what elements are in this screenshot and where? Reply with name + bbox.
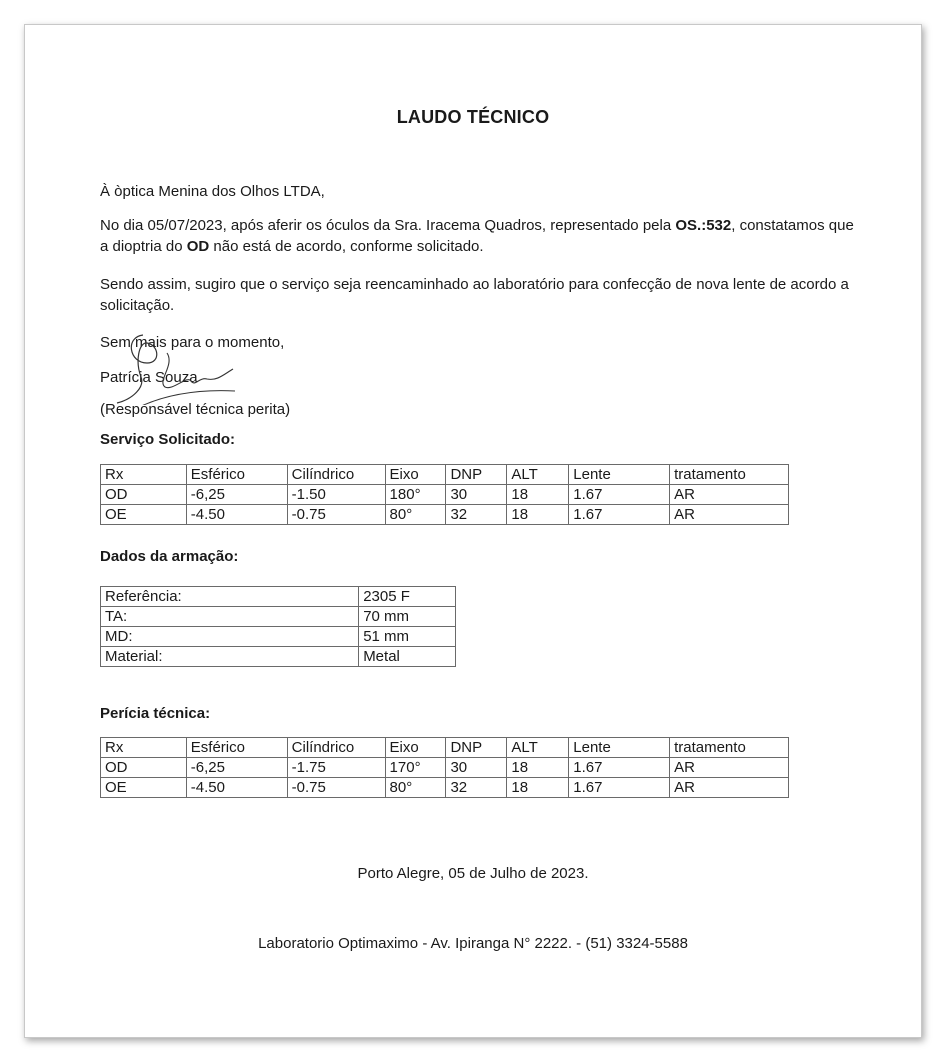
table-cell: 170°	[385, 758, 446, 778]
os-number: OS.:532	[675, 217, 732, 234]
table-cell: 30	[446, 758, 507, 778]
findings-text-1: No dia 05/07/2023, após aferir os óculos da Sra. Iracema Quadros, representado pela	[100, 217, 676, 234]
table-row	[101, 647, 456, 667]
table-cell: -0.75	[287, 778, 385, 798]
servico-header-row	[101, 465, 789, 485]
armacao-table	[100, 586, 456, 667]
od-label: OD	[186, 238, 210, 255]
table-cell: 1.67	[569, 778, 670, 798]
table-cell: 80°	[385, 505, 446, 525]
table-cell: OD	[101, 758, 187, 778]
table-cell: -1.75	[287, 758, 385, 778]
header-cell: Eixo	[385, 738, 446, 758]
servico-heading: Serviço Solicitado:	[100, 431, 236, 448]
table-row	[101, 627, 456, 647]
table-cell: Referência:	[101, 587, 359, 607]
header-cell: tratamento	[670, 738, 789, 758]
table-cell: -1.50	[287, 485, 385, 505]
table-row	[101, 758, 789, 778]
table-row	[101, 607, 456, 627]
servico-table	[100, 464, 789, 525]
pericia-heading: Perícia técnica:	[100, 705, 211, 722]
pericia-header-row	[101, 738, 789, 758]
table-cell: 32	[446, 778, 507, 798]
table-cell: AR	[670, 758, 789, 778]
header-cell: Cilíndrico	[287, 738, 385, 758]
table-cell: 80°	[385, 778, 446, 798]
table-cell: -4.50	[186, 505, 287, 525]
header-cell: Lente	[569, 738, 670, 758]
closing-line: Sem mais para o momento,	[100, 334, 285, 351]
table-cell: -6,25	[186, 758, 287, 778]
table-cell: Metal	[359, 647, 456, 667]
pericia-table	[100, 737, 789, 798]
table-cell: Material:	[101, 647, 359, 667]
header-cell: ALT	[507, 738, 569, 758]
table-cell: AR	[670, 505, 789, 525]
header-cell: Cilíndrico	[287, 465, 385, 485]
table-row	[101, 778, 789, 798]
table-cell: -4.50	[186, 778, 287, 798]
table-cell: 51 mm	[359, 627, 456, 647]
table-cell: AR	[670, 485, 789, 505]
header-cell: Rx	[101, 738, 187, 758]
document-title: LAUDO TÉCNICO	[396, 107, 550, 127]
recipient-line: À òptica Menina dos Olhos LTDA,	[100, 183, 325, 200]
table-cell: AR	[670, 778, 789, 798]
signer-role: (Responsável técnica perita)	[100, 401, 291, 418]
table-row	[101, 505, 789, 525]
paragraph-recommendation: Sendo assim, sugiro que o serviço seja reencaminhado ao laboratório para confecção de nova lente de acordo a solicitação.	[100, 276, 849, 314]
footer-address: Laboratorio Optimaximo - Av. Ipiranga N° 2222. - (51) 3324-5588	[258, 935, 688, 952]
place-date: Porto Alegre, 05 de Julho de 2023.	[357, 865, 589, 882]
armacao-heading: Dados da armação:	[100, 548, 239, 565]
header-cell: ALT	[507, 465, 569, 485]
table-cell: MD:	[101, 627, 359, 647]
table-cell: 18	[507, 505, 569, 525]
table-cell: 2305 F	[359, 587, 456, 607]
header-cell: DNP	[446, 738, 507, 758]
table-cell: OE	[101, 505, 187, 525]
header-cell: tratamento	[670, 465, 789, 485]
table-cell: 18	[507, 758, 569, 778]
header-cell: Esférico	[186, 738, 287, 758]
header-cell: Rx	[101, 465, 187, 485]
header-cell: Esférico	[186, 465, 287, 485]
findings-text-2: , constatamos que a dioptria do	[100, 217, 854, 255]
table-cell: 1.67	[569, 485, 670, 505]
table-cell: 1.67	[569, 505, 670, 525]
table-cell: 18	[507, 778, 569, 798]
table-cell: OD	[101, 485, 187, 505]
table-cell: TA:	[101, 607, 359, 627]
table-cell: -6,25	[186, 485, 287, 505]
findings-text-3: não está de acordo, conforme solicitado.	[209, 238, 484, 255]
header-cell: Lente	[569, 465, 670, 485]
paragraph-findings	[100, 215, 860, 257]
table-cell: 32	[446, 505, 507, 525]
table-row	[101, 485, 789, 505]
table-cell: 1.67	[569, 758, 670, 778]
table-row	[101, 587, 456, 607]
table-cell: 30	[446, 485, 507, 505]
table-cell: -0.75	[287, 505, 385, 525]
document-page	[24, 24, 922, 1038]
table-cell: OE	[101, 778, 187, 798]
header-cell: Eixo	[385, 465, 446, 485]
table-cell: 18	[507, 485, 569, 505]
table-cell: 180°	[385, 485, 446, 505]
signer-name: Patrícia Souza	[100, 369, 198, 386]
header-cell: DNP	[446, 465, 507, 485]
table-cell: 70 mm	[359, 607, 456, 627]
